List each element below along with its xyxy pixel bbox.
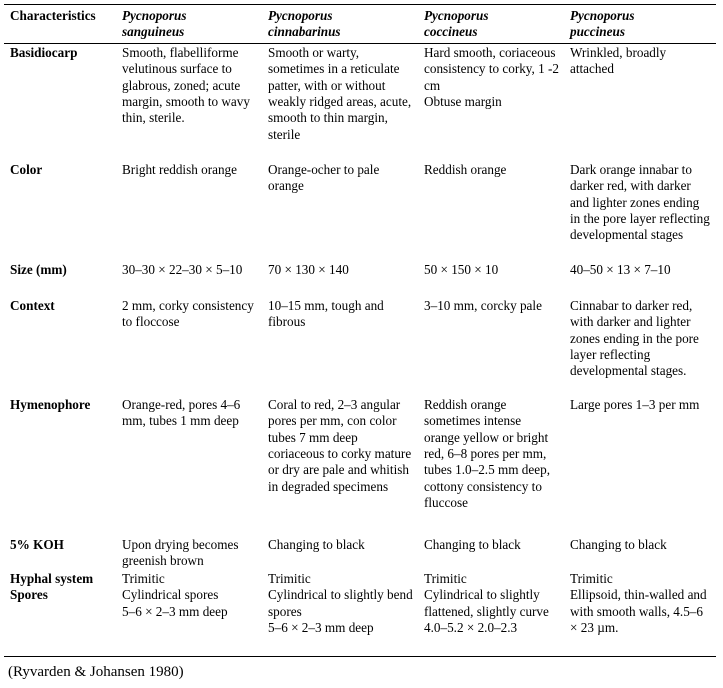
header-characteristics: Characteristics	[10, 8, 96, 23]
table-cell	[418, 536, 564, 570]
cell-line: Reddish orange sometimes intense orange yellow or bright red, 6–8 pores per mm, tubes 1.0–2.5 mm deep, cottony consistency to fluccose	[424, 396, 550, 511]
cell-line: Changing to black	[268, 536, 365, 552]
row-label-line: Hymenophore	[10, 396, 91, 412]
species-epithet: sanguineus	[122, 24, 185, 40]
cell-line: Cinnabar to darker red, with darker and lighter zones ending in the pore layer reflecting developmental stages.	[570, 297, 699, 379]
cell-line: Upon drying becomes greenish brown	[122, 536, 239, 569]
cell-line: Trimitic	[268, 570, 311, 586]
cell-line: Trimitic	[424, 570, 467, 586]
species-epithet: puccineus	[570, 24, 625, 40]
table-cell	[564, 536, 716, 570]
species-genus: Pycnoporus	[570, 8, 635, 23]
table-cell	[262, 396, 418, 536]
cell-line: Ellipsoid, thin-walled and with smooth walls, 4.5–6 × 23 µm.	[570, 587, 707, 636]
header-species	[564, 5, 716, 44]
table-cell	[418, 43, 564, 161]
species-epithet: coccineus	[424, 24, 478, 40]
row-label	[4, 261, 116, 297]
cell-line: Large pores 1–3 per mm	[570, 396, 700, 412]
table-row	[4, 161, 716, 261]
table-cell	[564, 43, 716, 161]
table-cell	[116, 570, 262, 657]
cell-line: 10–15 mm, tough and fibrous	[268, 297, 384, 330]
table-cell	[116, 43, 262, 161]
table-cell	[116, 536, 262, 570]
row-label	[4, 396, 116, 536]
cell-line: Coral to red, 2–3 angular pores per mm, con color tubes 7 mm deep	[268, 396, 401, 445]
species-genus: Pycnoporus	[424, 8, 489, 23]
table-row	[4, 396, 716, 536]
row-label-line: Spores	[10, 587, 48, 603]
table-cell	[262, 43, 418, 161]
table-cell	[564, 396, 716, 536]
header-species	[262, 5, 418, 44]
species-genus: Pycnoporus	[122, 8, 187, 23]
table-cell	[262, 161, 418, 261]
table-cell	[564, 161, 716, 261]
row-label	[4, 297, 116, 396]
cell-line: Cylindrical spores	[122, 587, 219, 603]
row-label-line: Color	[10, 161, 43, 177]
cell-line: Dark orange innabar to darker red, with darker and lighter zones ending in the pore layer reflecting developmental stages	[570, 161, 710, 243]
table-cell	[116, 261, 262, 297]
cell-line: 2 mm, corky consistency to floccose	[122, 297, 254, 330]
table-cell	[418, 261, 564, 297]
row-label-line: Basidiocarp	[10, 44, 78, 60]
table-cell	[564, 297, 716, 396]
characteristics-table	[4, 4, 716, 657]
table-cell	[262, 297, 418, 396]
row-label-line: Context	[10, 297, 55, 313]
species-genus: Pycnoporus	[268, 8, 333, 23]
table-row	[4, 43, 716, 161]
cell-line: Hard smooth, coriaceous consistency to corky, 1 -2 cm	[424, 44, 560, 93]
cell-line: 40–50 × 13 × 7–10	[570, 261, 671, 277]
cell-line: 5–6 × 2–3 mm deep	[268, 620, 374, 636]
table-cell	[116, 297, 262, 396]
header-species	[418, 5, 564, 44]
table-cell	[418, 396, 564, 536]
row-label	[4, 570, 116, 657]
cell-line: Orange-ocher to pale orange	[268, 161, 380, 194]
cell-line: 50 × 150 × 10	[424, 261, 499, 277]
cell-line: Obtuse margin	[424, 94, 502, 110]
row-label	[4, 43, 116, 161]
cell-line: Cylindrical to slightly flattened, slightly curve 4.0–5.2 × 2.0–2.3	[424, 587, 549, 636]
cell-line: coriaceous to corky mature or dry are pale and whitish in degraded specimens	[268, 446, 412, 494]
cell-line: Cylindrical to slightly bend spores	[268, 587, 413, 619]
row-label-line: Hyphal system	[10, 570, 94, 586]
cell-line: Changing to black	[424, 536, 521, 552]
table-cell	[418, 161, 564, 261]
cell-line: 3–10 mm, corcky pale	[424, 297, 542, 313]
table-cell	[262, 536, 418, 570]
table-cell	[262, 570, 418, 657]
cell-line: Smooth or warty, sometimes in a reticulate patter, with or without weakly ridged areas, acute, smooth to thin margin, sterile	[268, 44, 412, 142]
table-row	[4, 570, 716, 657]
table-cell	[262, 261, 418, 297]
table-row	[4, 297, 716, 396]
cell-line: Wrinkled, broadly attached	[570, 44, 667, 77]
table-cell	[418, 570, 564, 657]
cell-line: Bright reddish orange	[122, 161, 237, 177]
cell-line: Trimitic	[570, 570, 613, 586]
row-label	[4, 536, 116, 570]
table-row	[4, 536, 716, 570]
table-cell	[116, 396, 262, 536]
table-row	[4, 261, 716, 297]
table-cell	[564, 261, 716, 297]
cell-line: 5–6 × 2–3 mm deep	[122, 603, 228, 619]
cell-line: Trimitic	[122, 570, 165, 586]
citation: (Ryvarden & Johansen 1980)	[8, 664, 184, 680]
table-cell	[564, 570, 716, 657]
cell-line: Orange-red, pores 4–6 mm, tubes 1 mm deep	[122, 396, 241, 429]
table-body	[4, 43, 716, 656]
row-label	[4, 161, 116, 261]
header-species	[116, 5, 262, 44]
row-label-line: Size (mm)	[10, 261, 67, 277]
cell-line: 30–30 × 22–30 × 5–10	[122, 261, 243, 277]
cell-line: Changing to black	[570, 536, 667, 552]
table-cell	[418, 297, 564, 396]
cell-line: 70 × 130 × 140	[268, 261, 349, 277]
row-label-line: 5% KOH	[10, 536, 64, 552]
species-epithet: cinnabarinus	[268, 24, 341, 40]
table-cell	[116, 161, 262, 261]
table-header-row	[4, 5, 716, 44]
cell-line: Reddish orange	[424, 161, 507, 177]
cell-line: Smooth, flabelliforme velutinous surface to glabrous, zoned; acute margin, smooth to wavy thin, sterile.	[122, 44, 250, 126]
